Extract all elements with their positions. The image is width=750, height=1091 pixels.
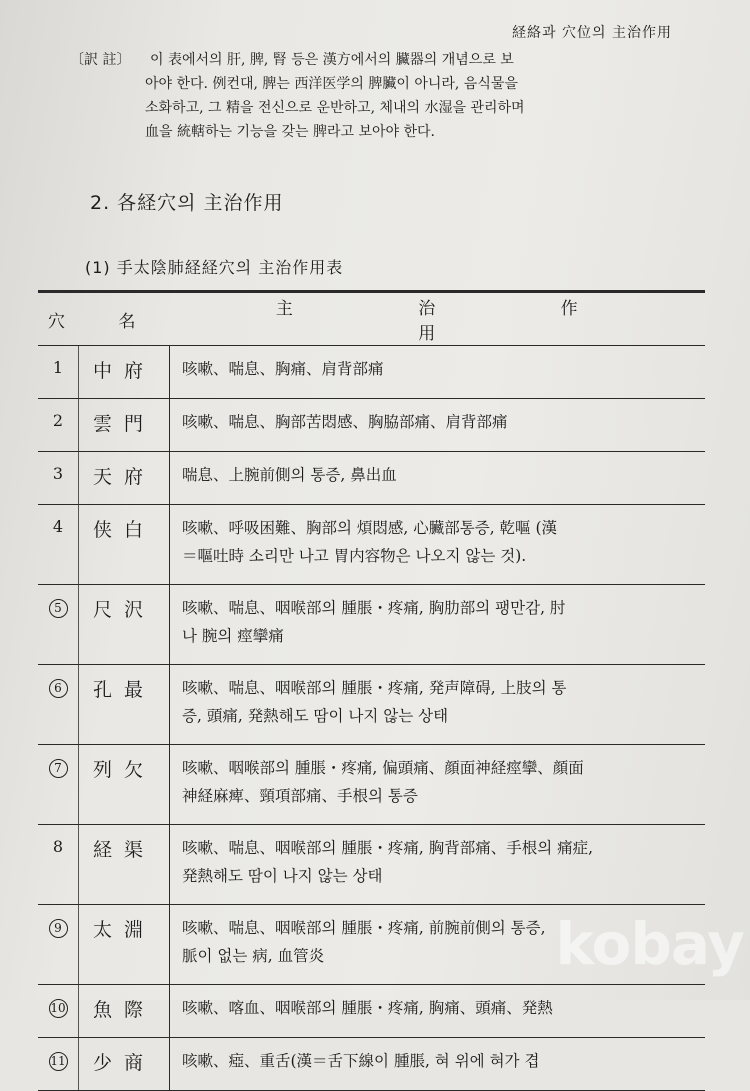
section-title: 2. 各経穴의 主治作用 bbox=[90, 192, 284, 214]
table-row bbox=[38, 346, 705, 399]
effect-cell bbox=[170, 665, 706, 745]
header-point-name: 穴 名 bbox=[38, 292, 170, 346]
effect-cell bbox=[170, 825, 706, 905]
watermark-logo: kobay bbox=[555, 910, 744, 978]
table-row bbox=[38, 825, 705, 905]
note-line-3: 소화하고, 그 精을 전신으로 운반하고, 체내의 水湿을 관리하며 bbox=[145, 100, 525, 116]
row-number bbox=[38, 665, 79, 745]
effect-cell bbox=[170, 399, 706, 452]
row-number bbox=[38, 745, 79, 825]
table-row bbox=[38, 452, 705, 505]
note-line-4: 血을 統轄하는 기능을 갖는 脾라고 보아야 한다. bbox=[145, 124, 436, 140]
row-number bbox=[38, 1038, 79, 1091]
table-row bbox=[38, 985, 705, 1038]
circled-number: 5 bbox=[49, 599, 68, 618]
row-number bbox=[38, 399, 79, 452]
point-name: 魚際 bbox=[79, 985, 170, 1038]
effect-line: 咳嗽、喀血、咽喉部의 腫脹・疼痛, 胸痛、頭痛、発熱 bbox=[182, 999, 553, 1017]
table-row bbox=[38, 505, 705, 585]
row-number bbox=[38, 985, 79, 1038]
note-line-2: 아야 한다. 例컨대, 脾는 西洋医学의 脾臟이 아니라, 음식물을 bbox=[145, 76, 518, 92]
effect-line: 咳嗽、咽喉部의 腫脹・疼痛, 偏頭痛、顔面神経痙攣、顔面 bbox=[182, 759, 584, 777]
row-number bbox=[38, 346, 79, 399]
table-row bbox=[38, 745, 705, 825]
point-name: 少商 bbox=[79, 1038, 170, 1091]
effect-line: 咳嗽、喘息、胸痛、肩背部痛 bbox=[182, 360, 384, 378]
row-number bbox=[38, 905, 79, 985]
point-name: 経渠 bbox=[79, 825, 170, 905]
effect-line: 神経麻痺、頸項部痛、手根의 통증 bbox=[182, 787, 418, 805]
circled-number: 10 bbox=[49, 999, 68, 1018]
effect-cell bbox=[170, 985, 706, 1038]
effect-line: 咳嗽、喘息、胸部苦悶感、胸脇部痛、肩背部痛 bbox=[182, 413, 508, 431]
point-name: 雲門 bbox=[79, 399, 170, 452]
circled-number: 6 bbox=[49, 679, 68, 698]
point-name: 中府 bbox=[79, 346, 170, 399]
row-number-text: 4 bbox=[52, 517, 64, 536]
translator-note bbox=[70, 48, 660, 144]
table-row bbox=[38, 399, 705, 452]
header-effect: 主 治 作 用 bbox=[170, 292, 706, 346]
point-name: 孔最 bbox=[79, 665, 170, 745]
row-number-text: 1 bbox=[52, 358, 64, 377]
point-name: 太淵 bbox=[79, 905, 170, 985]
effect-line: 喘息、上腕前側의 통증, 鼻出血 bbox=[182, 466, 397, 484]
circled-number: 7 bbox=[49, 759, 68, 778]
effect-cell bbox=[170, 505, 706, 585]
row-number bbox=[38, 585, 79, 665]
point-name: 列欠 bbox=[79, 745, 170, 825]
effect-line: 증, 頭痛, 発熱해도 땀이 나지 않는 상태 bbox=[182, 707, 449, 725]
table-title: (1) 手太陰肺経経穴의 主治作用表 bbox=[85, 258, 344, 277]
effect-line: 咳嗽、瘂、重舌(漢＝舌下線이 腫脹, 혀 위에 혀가 겹 bbox=[182, 1052, 540, 1070]
circled-number: 11 bbox=[49, 1052, 68, 1071]
effect-line: 咳嗽、喘息、咽喉部의 腫脹・疼痛, 発声障碍, 上肢의 통 bbox=[182, 679, 567, 697]
running-header: 経絡과 穴位의 主治作用 bbox=[512, 25, 672, 41]
circled-number: 9 bbox=[49, 919, 68, 938]
row-number-text: 8 bbox=[52, 837, 64, 856]
table-row bbox=[38, 665, 705, 745]
note-line-1: 〔訳 註〕 이 表에서의 肝, 脾, 腎 등은 漢方에서의 臟器의 개념으로 보 bbox=[70, 48, 660, 72]
effect-line: 咳嗽、喘息、咽喉部의 腫脹・疼痛, 胸肋部의 팽만감, 肘 bbox=[182, 599, 566, 617]
effect-line: 咳嗽、呼吸困難、胸部의 煩悶感, 心臟部통증, 乾嘔 (漢 bbox=[182, 519, 558, 537]
effect-cell bbox=[170, 745, 706, 825]
row-number-text: 2 bbox=[52, 411, 64, 430]
row-number bbox=[38, 825, 79, 905]
effect-line: 咳嗽、喘息、咽喉部의 腫脹・疼痛, 胸背部痛、手根의 痛症, bbox=[182, 839, 594, 857]
table-row bbox=[38, 1038, 705, 1091]
effect-line: 脈이 없는 病, 血管炎 bbox=[182, 947, 325, 965]
effect-cell bbox=[170, 346, 706, 399]
effect-cell bbox=[170, 1038, 706, 1091]
row-number bbox=[38, 452, 79, 505]
effect-cell bbox=[170, 585, 706, 665]
point-name: 天府 bbox=[79, 452, 170, 505]
table-row bbox=[38, 585, 705, 665]
row-number-text: 3 bbox=[52, 464, 64, 483]
row-number bbox=[38, 505, 79, 585]
effect-line: 咳嗽、喘息、咽喉部의 腫脹・疼痛, 前腕前側의 통증, bbox=[182, 919, 546, 937]
point-name: 尺沢 bbox=[79, 585, 170, 665]
effect-cell bbox=[170, 452, 706, 505]
point-name: 侠白 bbox=[79, 505, 170, 585]
effect-line: 나 腕의 痙攣痛 bbox=[182, 627, 284, 645]
note-label: 〔訳 註〕 bbox=[70, 52, 131, 68]
effect-line: ＝嘔吐時 소리만 나고 胃内容物은 나오지 않는 것). bbox=[182, 547, 527, 565]
table-body bbox=[38, 346, 705, 1091]
effect-line: 発熱해도 땀이 나지 않는 상태 bbox=[182, 867, 383, 885]
